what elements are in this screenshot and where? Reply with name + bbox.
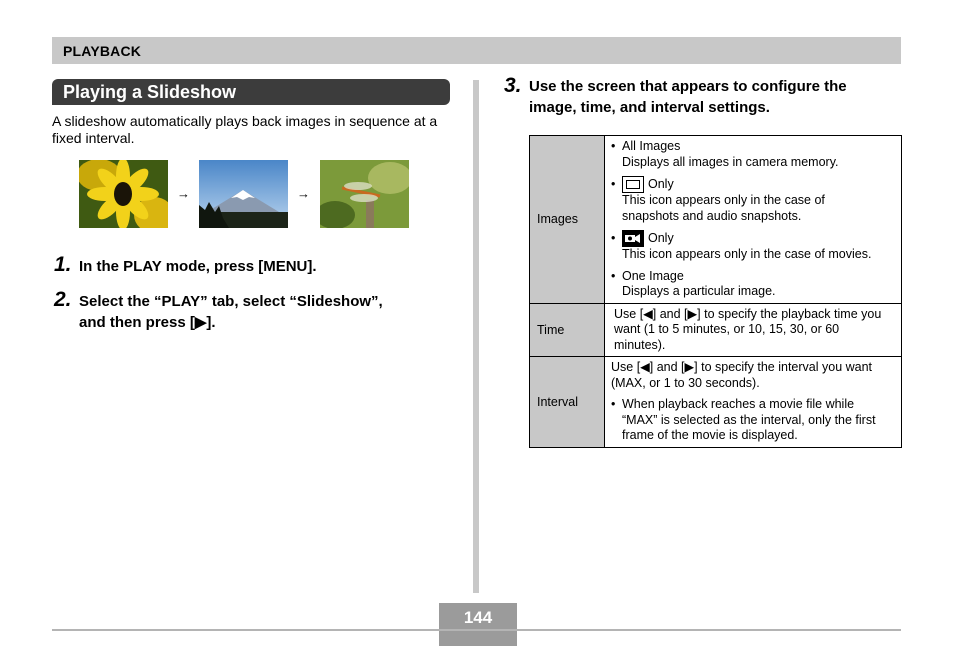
step-1-text: In the PLAY mode, press [MENU].	[79, 258, 317, 275]
list-item: • One Image	[611, 268, 684, 283]
section-header-text: PLAYBACK	[63, 43, 142, 59]
list-item: • Only	[611, 176, 895, 193]
sunflower-photo	[79, 160, 168, 228]
row-label-time: Time	[530, 303, 605, 357]
mountain-photo	[199, 160, 288, 228]
row-desc-images: • All Images Displays all images in camera memory. • Only This icon appears only in the case of snapshots and audio snapshots. • Only This icon appears only in the case of movies. • One Image Displays a particular image.	[605, 136, 902, 304]
row-label-interval: Interval	[530, 357, 605, 448]
list-item: • When playback reaches a movie file while	[611, 397, 855, 411]
step-2-text: Select the “PLAY” tab, select “Slideshow”, and then press [▶].	[79, 293, 383, 331]
row-desc-time: Use [◀] and [▶] to specify the playback time you want (1 to 5 minutes, or 10, 15, 30, or 60 minutes).	[605, 303, 902, 357]
movie-camera-icon	[622, 230, 644, 247]
table-row	[530, 136, 902, 304]
list-item: • Only	[611, 230, 895, 247]
page-number: 144	[463, 608, 493, 627]
intro-paragraph: A slideshow automatically plays back images in sequence at a fixed interval.	[52, 113, 438, 146]
step-1-number: 1.	[54, 253, 72, 276]
column-divider	[473, 80, 479, 593]
section-title-bar	[52, 79, 450, 105]
row-desc-interval: Use [◀] and [▶] to specify the interval you want (MAX, or 1 to 30 seconds). • When playback reaches a movie file while “MAX” is selected as the interval, only the first frame of the movie is displayed.	[605, 357, 902, 448]
sequence-arrow: →	[177, 186, 190, 201]
snapshot-frame-icon	[622, 176, 644, 193]
sequence-arrow: →	[297, 186, 310, 201]
table-row	[530, 303, 902, 357]
page-number-box	[439, 603, 517, 630]
settings-table	[529, 135, 902, 448]
table-row	[530, 357, 902, 448]
step-2-number: 2.	[54, 288, 72, 311]
section-header-bar	[52, 37, 901, 64]
section-title-text: Playing a Slideshow	[63, 82, 237, 102]
dragonfly-photo	[320, 160, 409, 228]
row-label-images: Images	[530, 136, 605, 304]
page-number-tab	[439, 631, 517, 646]
step-3-number: 3.	[504, 74, 522, 97]
list-item: • All Images	[611, 139, 681, 153]
step-3-text: Use the screen that appears to configure the image, time, and interval settings.	[529, 78, 847, 116]
